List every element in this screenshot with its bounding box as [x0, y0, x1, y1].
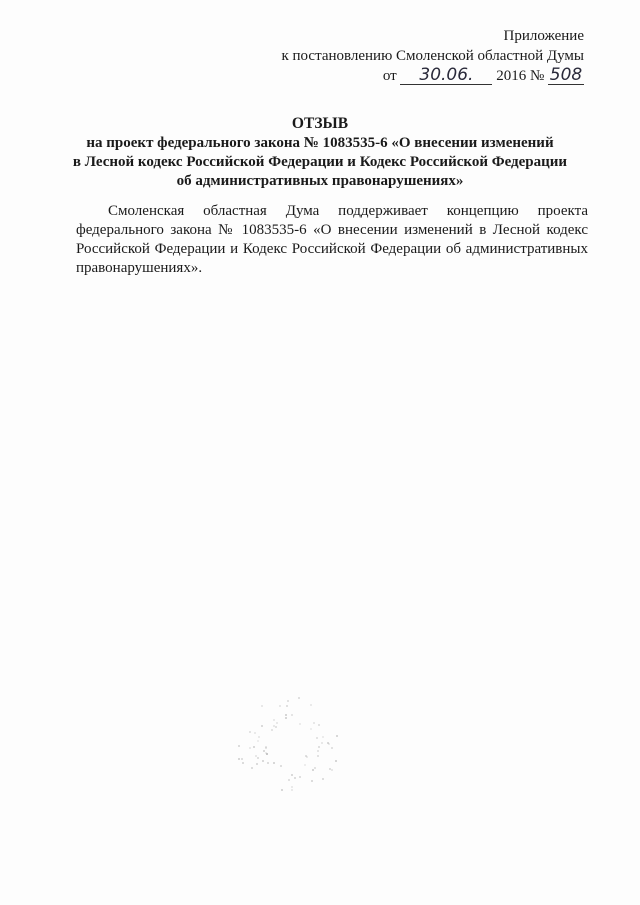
- stamp-speck: [336, 735, 338, 737]
- stamp-speck: [316, 737, 318, 739]
- stamp-speck: [322, 778, 324, 780]
- stamp-speck: [317, 755, 319, 757]
- handwritten-date: 30.06.: [400, 66, 492, 85]
- document-title: [60, 114, 580, 191]
- stamp-speck: [310, 728, 312, 730]
- stamp-speck: [257, 740, 259, 742]
- appendix-header: [281, 26, 584, 86]
- stamp-speck: [271, 729, 273, 731]
- stamp-speck: [257, 757, 259, 759]
- stamp-speck: [262, 760, 264, 762]
- document-body: [76, 202, 588, 278]
- stamp-speck: [331, 769, 333, 771]
- stamp-speck: [331, 747, 333, 749]
- faint-stamp-mark: [232, 690, 342, 800]
- stamp-speck: [285, 717, 287, 719]
- stamp-speck: [310, 704, 312, 706]
- stamp-speck: [335, 760, 337, 762]
- stamp-speck: [280, 765, 282, 767]
- stamp-speck: [314, 767, 316, 769]
- title-line-1: на проект федерального закона № 1083535-6 «О внесении изменений: [86, 135, 554, 151]
- stamp-speck: [311, 780, 313, 782]
- title-line-2: в Лесной кодекс Российской Федерации и Кодекс Российской Федерации: [72, 154, 568, 170]
- stamp-speck: [241, 758, 243, 760]
- stamp-speck: [299, 723, 301, 725]
- stamp-speck: [306, 756, 308, 758]
- stamp-speck: [304, 764, 306, 766]
- stamp-speck: [261, 725, 263, 727]
- stamp-speck: [322, 736, 324, 738]
- stamp-speck: [291, 774, 293, 776]
- stamp-speck: [273, 719, 275, 721]
- stamp-speck: [238, 745, 240, 747]
- stamp-speck: [266, 753, 268, 755]
- body-paragraph: Смоленская областная Дума поддерживает концепцию проекта федерального закона № 1083535-6 «О внесении изменений в Лесной кодекс Российской Федерации и Кодекс Российской Федерации об административных правонарушениях».: [76, 203, 588, 276]
- appendix-label: Приложение: [503, 28, 584, 44]
- stamp-speck: [249, 731, 251, 733]
- stamp-speck: [318, 724, 320, 726]
- stamp-speck: [242, 762, 244, 764]
- stamp-speck: [321, 742, 323, 744]
- stamp-speck: [265, 747, 267, 749]
- stamp-speck: [251, 767, 253, 769]
- stamp-speck: [261, 705, 263, 707]
- stamp-speck: [287, 700, 289, 702]
- stamp-speck: [294, 777, 296, 779]
- stamp-speck: [286, 705, 288, 707]
- stamp-speck: [258, 736, 260, 738]
- date-number-line: [281, 66, 584, 86]
- stamp-speck: [288, 779, 290, 781]
- stamp-speck: [317, 750, 319, 752]
- stamp-speck: [328, 743, 330, 745]
- stamp-speck: [279, 705, 281, 707]
- stamp-speck: [238, 758, 240, 760]
- year-number-label: 2016 №: [496, 68, 545, 84]
- stamp-speck: [275, 726, 277, 728]
- stamp-speck: [256, 763, 258, 765]
- stamp-speck: [273, 762, 275, 764]
- stamp-speck: [291, 714, 293, 716]
- stamp-speck: [285, 714, 287, 716]
- stamp-speck: [299, 776, 301, 778]
- stamp-speck: [291, 789, 293, 791]
- stamp-speck: [298, 697, 300, 699]
- stamp-speck: [254, 732, 256, 734]
- stamp-speck: [253, 746, 255, 748]
- title-main: ОТЗЫВ: [291, 115, 349, 132]
- stamp-speck: [281, 789, 283, 791]
- stamp-speck: [267, 762, 269, 764]
- stamp-speck: [313, 722, 315, 724]
- resolution-reference: к постановлению Смоленской областной Думы: [281, 48, 584, 64]
- stamp-speck: [249, 747, 251, 749]
- stamp-speck: [276, 722, 278, 724]
- title-line-3: об административных правонарушениях»: [176, 173, 464, 189]
- handwritten-number: 508: [549, 65, 583, 85]
- date-prefix: от: [382, 68, 397, 84]
- stamp-speck: [318, 746, 320, 748]
